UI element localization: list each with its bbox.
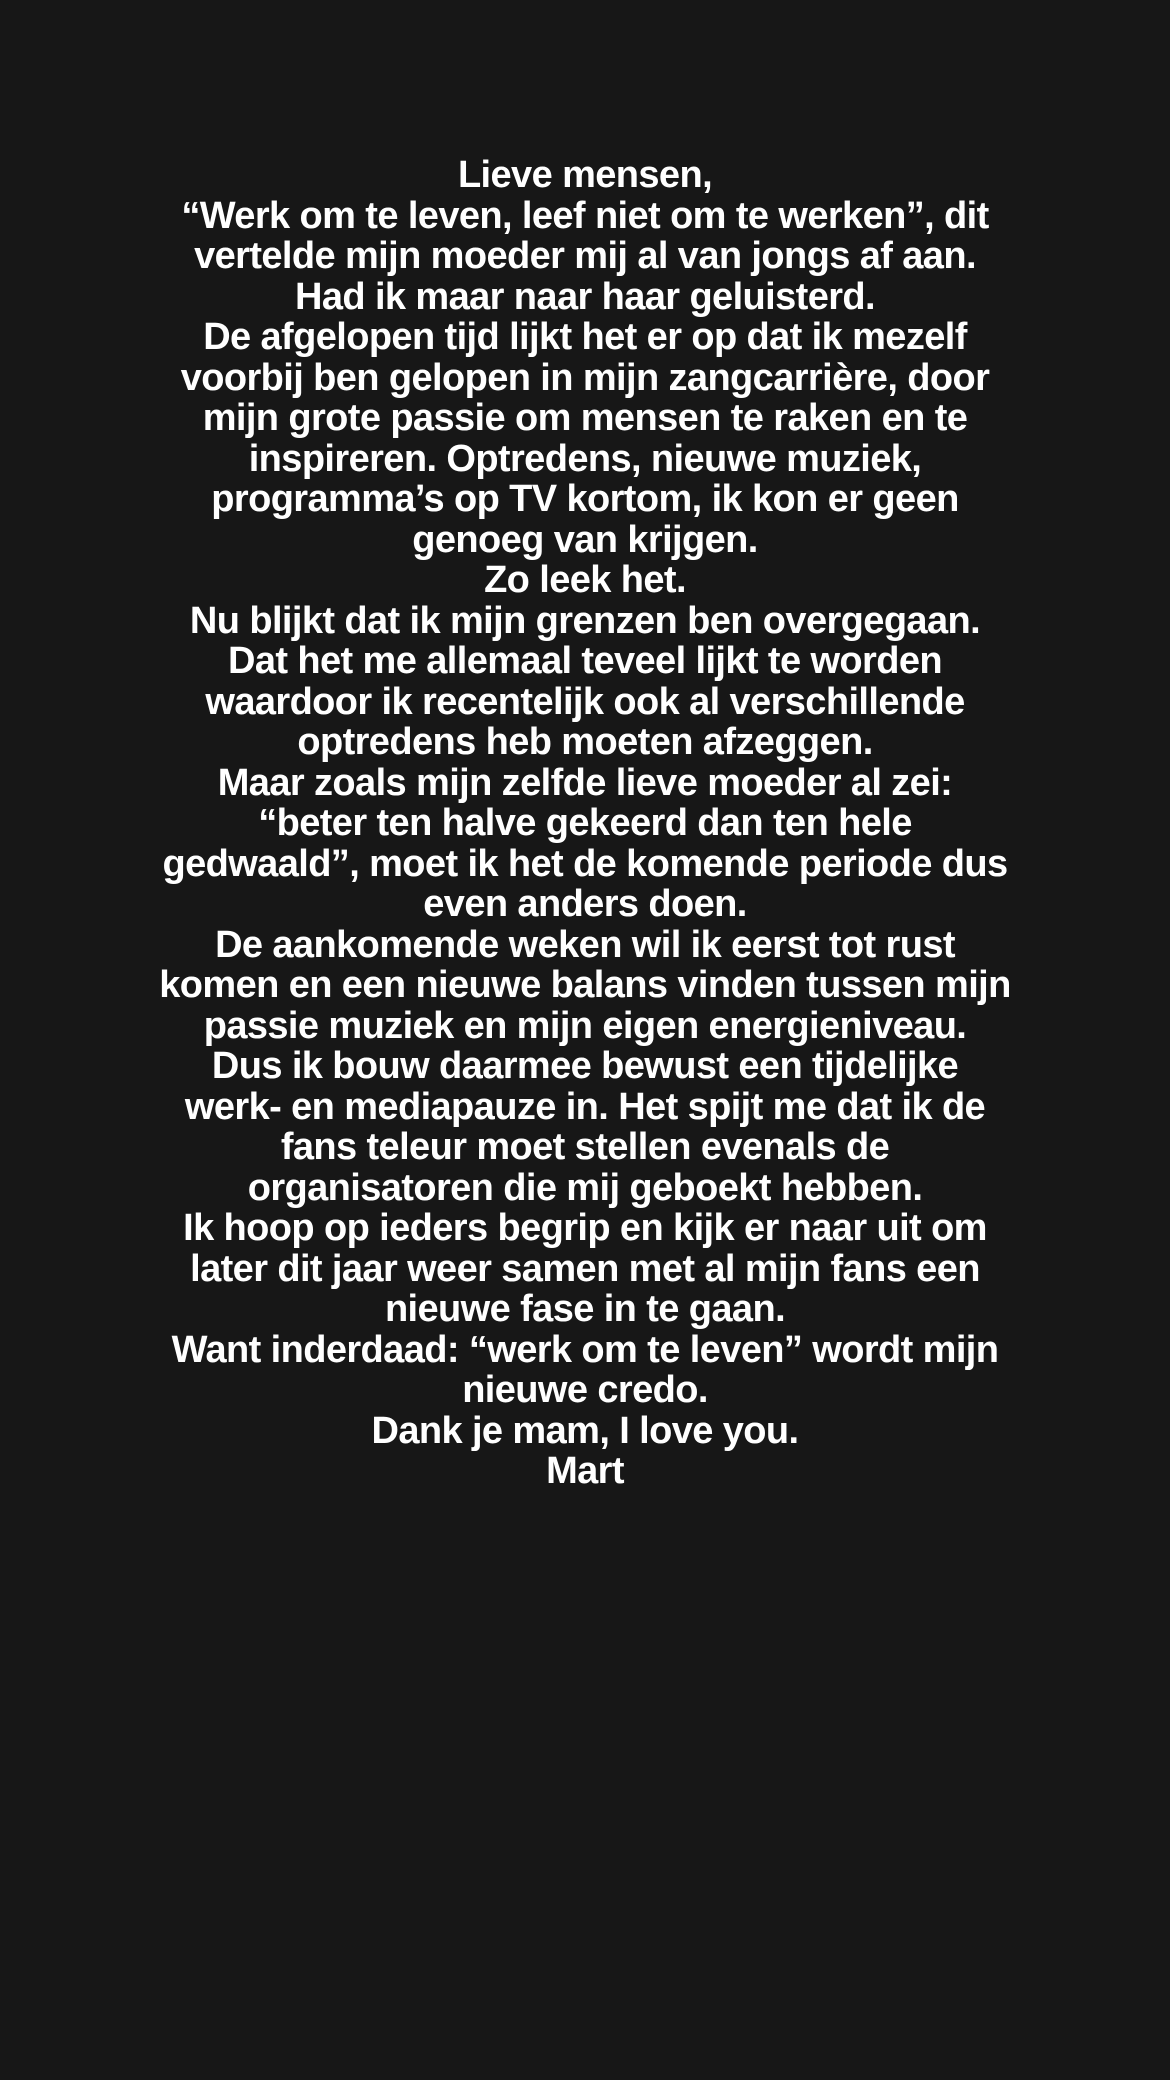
text-line: Nu blijkt dat ik mijn grenzen ben overgegaan. [189, 599, 981, 642]
text-line: organisatoren die mij geboekt hebben. [247, 1166, 923, 1209]
text-line: Dat het me allemaal teveel lijkt te worden [228, 640, 942, 682]
text-line: optredens heb moeten afzeggen. [297, 721, 873, 763]
text-line: fans teleur moet stellen evenals de [280, 1126, 890, 1168]
text-line: nieuwe fase in te gaan. [384, 1288, 786, 1330]
text-line: De afgelopen tijd lijkt het er op dat ik mezelf [203, 316, 967, 358]
text-line: nieuwe credo. [462, 1369, 708, 1411]
text-line: Maar zoals mijn zelfde lieve moeder al zei: [217, 761, 953, 804]
text-line: even anders doen. [423, 883, 747, 925]
text-line: werk- en mediapauze in. Het spijt me dat ik de [184, 1085, 986, 1128]
text-line: De aankomende weken wil ik eerst tot rust [215, 923, 955, 966]
text-line: programma’s op TV kortom, ik kon er geen [211, 478, 959, 520]
text-line: voorbij ben gelopen in mijn zangcarrière, door [180, 356, 990, 399]
text-line: Had ik maar naar haar geluisterd. [295, 275, 875, 318]
text-line: inspireren. Optredens, nieuwe muziek, [248, 437, 922, 480]
signature-line: Mart [546, 1450, 624, 1492]
text-line: later dit jaar weer samen met al mijn fans een [190, 1247, 980, 1290]
text-line: Dank je mam, I love you. [371, 1409, 799, 1452]
text-line: “beter ten halve gekeerd dan ten hele [258, 802, 912, 844]
text-line: passie muziek en mijn eigen energieniveau. [203, 1004, 967, 1047]
text-line: mijn grote passie om mensen te raken en te [202, 397, 968, 439]
text-line: komen en een nieuwe balans vinden tussen mijn [159, 964, 1011, 1006]
text-line: genoeg van krijgen. [412, 518, 758, 561]
text-line: Dus ik bouw daarmee bewust een tijdelijke [211, 1045, 959, 1087]
story-text-block [0, 155, 1170, 1492]
text-line: “Werk om te leven, leef niet om te werken”, dit [181, 194, 989, 237]
text-line: Want inderdaad: “werk om te leven” wordt mijn [171, 1328, 999, 1371]
text-line: Zo leek het. [484, 559, 686, 601]
text-line: gedwaald”, moet ik het de komende periode dus [162, 842, 1008, 885]
text-line: waardoor ik recentelijk ook al verschillende [205, 680, 965, 723]
greeting-line: Lieve mensen, [457, 154, 713, 196]
text-line: vertelde mijn moeder mij al van jongs af aan. [194, 235, 976, 277]
text-line: Ik hoop op ieders begrip en kijk er naar uit om [183, 1207, 987, 1249]
